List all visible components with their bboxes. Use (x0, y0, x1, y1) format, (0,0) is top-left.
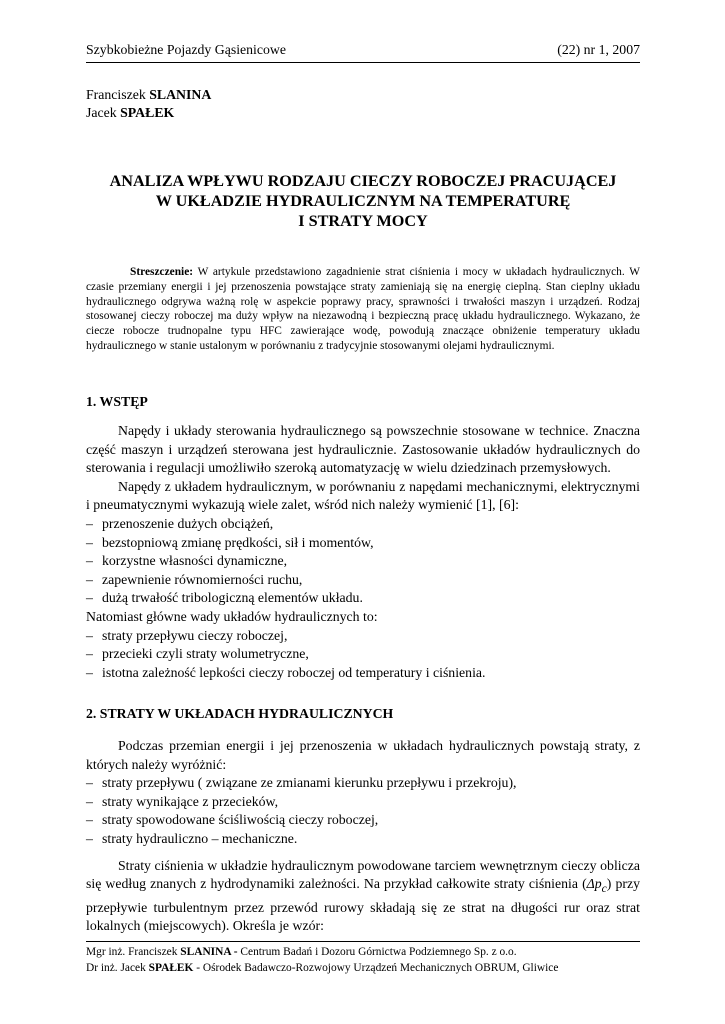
title-line: ANALIZA WPŁYWU RODZAJU CIECZY ROBOCZEJ PRACUJĄCEJ (109, 172, 617, 190)
author (86, 104, 211, 122)
list-item: – straty przepływu cieczy roboczej, (86, 627, 288, 643)
author-first-name: Franciszek (86, 87, 146, 102)
advantages-list (86, 515, 640, 608)
footnote-divider (86, 941, 640, 942)
journal-name: Szybkobieżne Pojazdy Gąsienicowe (86, 42, 286, 57)
list-item: – korzystne własności dynamiczne, (86, 553, 288, 569)
footnote: Mgr inż. Franciszek SLANINA - Centrum Badań i Dozoru Górnictwa Podziemnego Sp. z o.o. (86, 946, 517, 958)
losses-list (86, 774, 640, 848)
list-item: – dużą trwałość tribologiczną elementów układu. (86, 590, 363, 606)
author-first-name: Jacek (86, 105, 117, 120)
list-item: – przenoszenie dużych obciążeń, (86, 515, 274, 531)
list-item: – bezstopniową zmianę prędkości, sił i momentów, (86, 534, 374, 550)
abstract (86, 265, 640, 354)
disadvantages-list (86, 627, 640, 683)
title-line: I STRATY MOCY (298, 212, 428, 230)
title-line: W UKŁADZIE HYDRAULICZNYM NA TEMPERATURĘ (155, 192, 571, 210)
author (86, 86, 211, 104)
paragraph: Podczas przemian energii i jej przenoszenia w układach hydraulicznych powstają straty, z których należy wyróżnić: (86, 738, 640, 772)
list-item: – straty przepływu ( związane ze zmianami kierunku przepływu i przekroju), (86, 775, 517, 791)
paragraph: Napędy i układy sterowania hydraulicznego są powszechnie stosowane w technice. Znaczna część maszyn i urządzeń sterowana jest hydraulicznie. Zastosowanie układów hydraulicznych do sterowania i regulacji umożliwiło szeroką automatyzację w wielu dziedzinach przemysłowych. (86, 423, 640, 476)
list-item: – straty hydrauliczno – mechaniczne. (86, 830, 298, 846)
running-header (86, 42, 640, 63)
section-heading: 1. WSTĘP (86, 394, 148, 409)
paragraph: Napędy z układem hydraulicznym, w porównaniu z napędami mechanicznymi, elektrycznymi i pneumatycznymi wykazują wiele zalet, wśród nich należy wymienić [1], [6]: (86, 478, 640, 513)
list-item: – przecieki czyli straty wolumetryczne, (86, 646, 309, 662)
list-item: – zapewnienie równomierności ruchu, (86, 571, 303, 587)
list-item: – straty spowodowane ściśliwością cieczy roboczej, (86, 812, 379, 828)
delta-p-symbol: Δp (586, 876, 602, 892)
abstract-label: Streszczenie: (130, 266, 194, 278)
paragraph: Straty ciśnienia w układzie hydraulicznym powodowane tarciem wewnętrznym cieczy oblicza się według znanych z hydrodynamiki zależności. Na przykład całkowite straty ciśnienia $(\Delta p_c)$ przy przepływie turbulentnym przez przewód rurowy składają się ze strat na długości rur oraz strat lokalnych (miejscowych). Określa je wzór: (86, 857, 640, 934)
paper-title (86, 171, 640, 231)
author-last-name: SLANINA (149, 87, 212, 102)
section-heading: 2. STRATY W UKŁADACH HYDRAULICZNYCH (86, 706, 394, 721)
author-last-name: SPAŁEK (120, 105, 175, 120)
section-body (86, 737, 640, 936)
abstract-text: W artykule przedstawiono zagadnienie strat ciśnienia i mocy w układach hydraulicznych. W czasie przemiany energii i jej przenoszenia powstające straty zamieniają się na energię cieplną. Stan cieplny układu hydraulicznego odgrywa ważną rolę w aspekcie poprawy pracy, sprawności i trwałości maszyn i urządzeń. Rodzaj stosowanej cieczy roboczej ma duży wpływ na niezawodną i bezpieczną pracę układu hydraulicznego. Wykazano, że ciecze robocze trudnopalne typu HFC zawierające wodę, powodują znaczące obniżenie temperatury układu hydraulicznego w stanie ustalonym w porównaniu z tradycyjnie stosowanymi olejami hydraulicznymi. (86, 266, 640, 352)
footnote: Dr inż. Jacek SPAŁEK - Ośrodek Badawczo-Rozwojowy Urządzeń Mechanicznych OBRUM, Gliwice (86, 961, 559, 974)
paragraph: Natomiast główne wady układów hydraulicznych to: (86, 608, 378, 624)
author-list (86, 86, 211, 122)
list-item: – istotna zależność lepkości cieczy roboczej od temperatury i ciśnienia. (86, 664, 486, 680)
issue-number: (22) nr 1, 2007 (557, 42, 640, 57)
footnotes (86, 945, 558, 976)
section-body (86, 422, 640, 682)
list-item: – straty wynikające z przecieków, (86, 793, 279, 809)
